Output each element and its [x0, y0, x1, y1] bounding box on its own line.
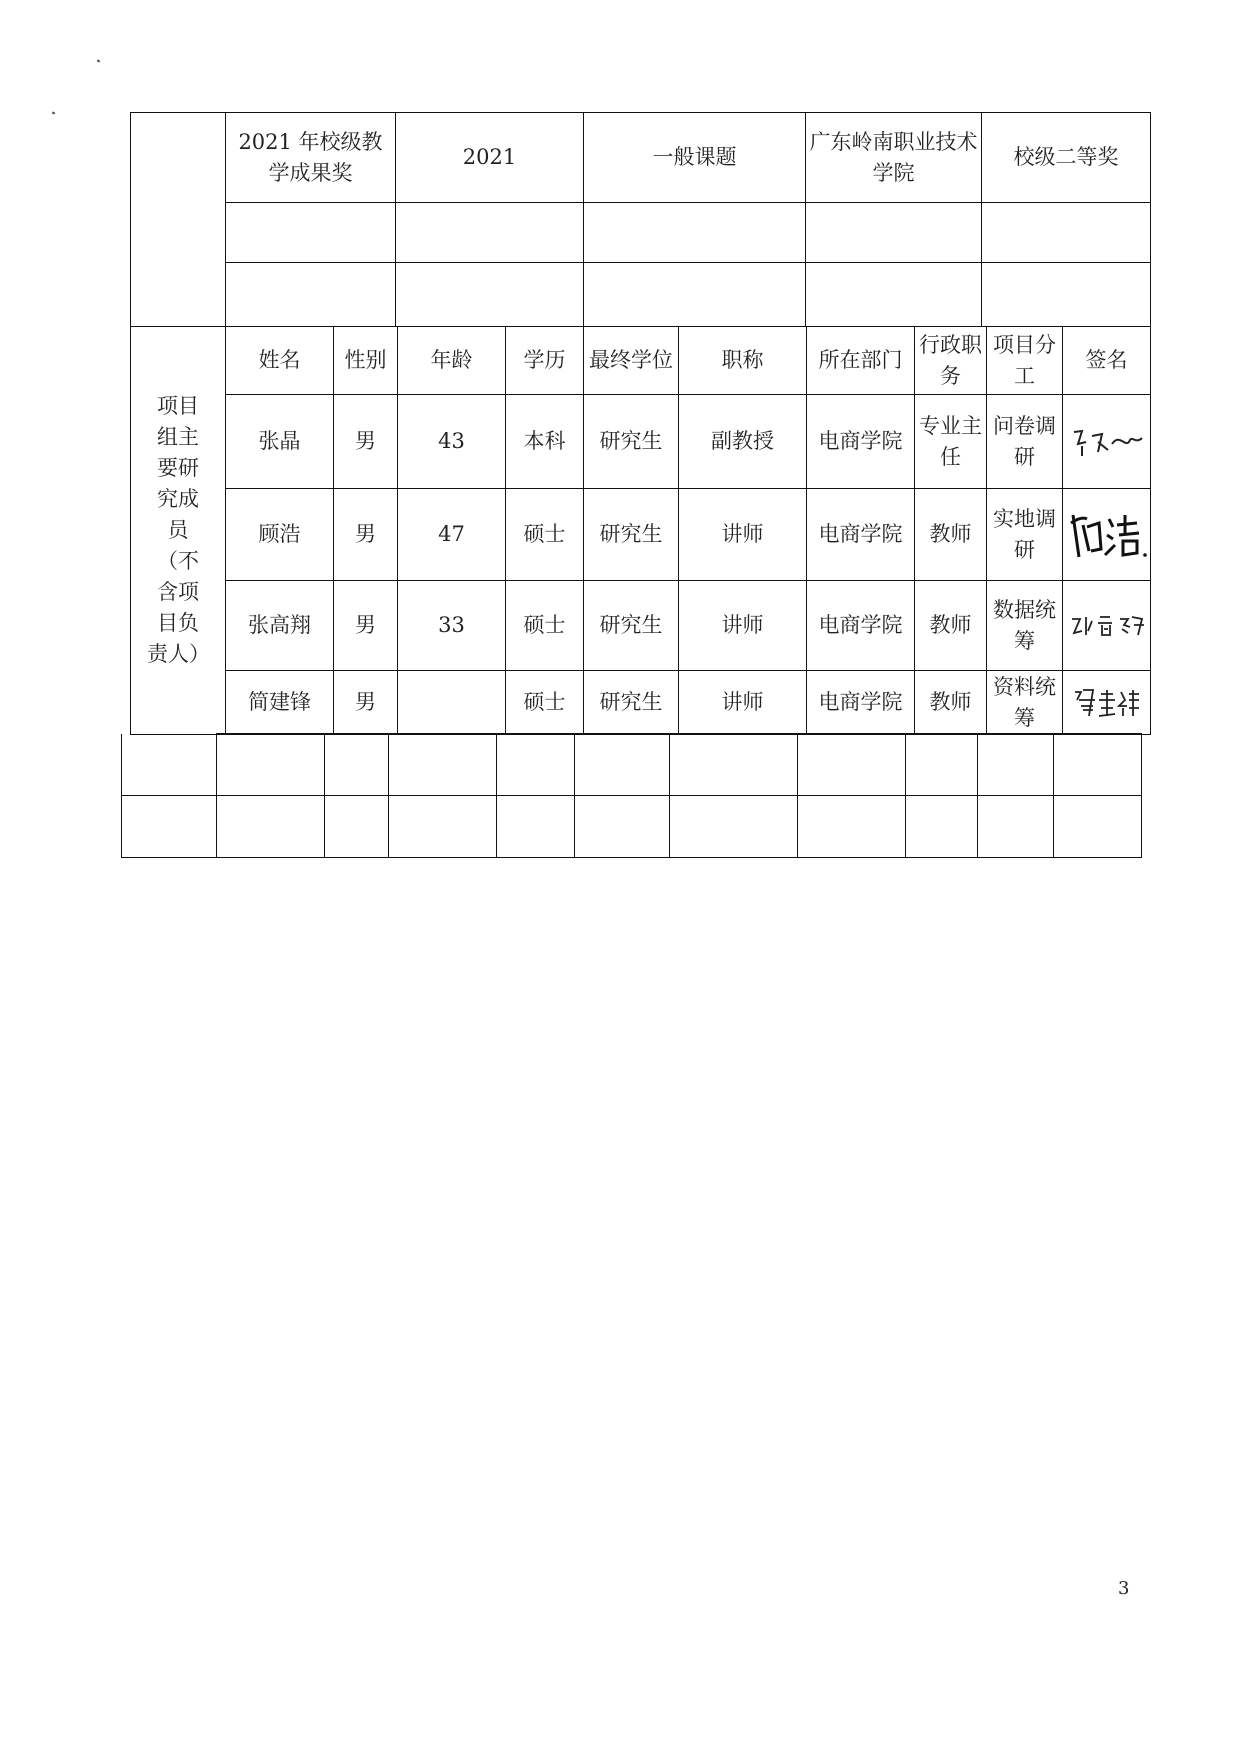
empty-cell: [982, 263, 1151, 327]
empty-cell: [1054, 796, 1142, 858]
empty-cell: [389, 796, 497, 858]
page-number: 3: [1118, 1578, 1130, 1599]
empty-cell: [226, 203, 396, 263]
member-admin-post: 教师: [915, 671, 987, 735]
empty-cell: [575, 796, 670, 858]
handwritten-signature: [1068, 422, 1146, 462]
empty-cell: [575, 734, 670, 796]
handwritten-signature: [1065, 505, 1151, 565]
member-gender: 男: [334, 489, 398, 581]
header-title: 职称: [679, 327, 807, 395]
signature-cell: [1063, 489, 1151, 581]
empty-cell: [396, 203, 584, 263]
award-grade-cell: 校级二等奖: [982, 113, 1151, 203]
member-gender: 男: [334, 671, 398, 735]
member-gender: 男: [334, 581, 398, 671]
scan-speck: [97, 59, 101, 62]
member-task: 问卷调研: [987, 395, 1063, 489]
member-education: 硕士: [506, 581, 584, 671]
empty-cell: [906, 796, 978, 858]
empty-cell: [978, 796, 1054, 858]
header-education: 学历: [506, 327, 584, 395]
award-institution-cell: 广东岭南职业技术学院: [806, 113, 982, 203]
table-row: [131, 395, 1151, 489]
member-degree: 研究生: [584, 489, 679, 581]
award-section-label-cell: [131, 113, 226, 327]
award-level-cell: 一般课题: [584, 113, 806, 203]
handwritten-signature: [1066, 611, 1148, 641]
table-row: [131, 489, 1151, 581]
empty-cell: [798, 796, 906, 858]
empty-cell: [497, 734, 575, 796]
member-task: 数据统筹: [987, 581, 1063, 671]
member-task: 实地调研: [987, 489, 1063, 581]
member-education: 硕士: [506, 489, 584, 581]
awards-table: [130, 112, 1151, 327]
empty-cell: [325, 796, 389, 858]
handwritten-signature: [1071, 686, 1143, 720]
member-degree: 研究生: [584, 671, 679, 735]
member-title: 讲师: [679, 489, 807, 581]
members-section-label-text: 项目组主要研究成员（不含项目负责人）: [147, 394, 210, 666]
empty-cell: [226, 263, 396, 327]
members-section-label-continued: [122, 734, 217, 796]
members-table-bottom: [121, 733, 1142, 858]
empty-cell: [906, 734, 978, 796]
signature-cell: [1063, 395, 1151, 489]
member-task: 资料统筹: [987, 671, 1063, 735]
member-admin-post: 教师: [915, 581, 987, 671]
member-department: 电商学院: [807, 489, 915, 581]
empty-cell: [982, 203, 1151, 263]
empty-cell: [670, 796, 798, 858]
empty-cell: [497, 796, 575, 858]
header-name: 姓名: [226, 327, 334, 395]
header-signature: 签名: [1063, 327, 1151, 395]
member-name: 张晶: [226, 395, 334, 489]
empty-cell: [217, 796, 325, 858]
table-row: [131, 671, 1151, 735]
header-task: 项目分工: [987, 327, 1063, 395]
member-education: 硕士: [506, 671, 584, 735]
member-title: 讲师: [679, 581, 807, 671]
member-gender: 男: [334, 395, 398, 489]
empty-cell: [806, 203, 982, 263]
members-table-top: [130, 326, 1151, 735]
empty-cell: [806, 263, 982, 327]
member-degree: 研究生: [584, 581, 679, 671]
empty-cell: [217, 734, 325, 796]
member-age: [398, 671, 506, 735]
header-gender: 性别: [334, 327, 398, 395]
member-degree: 研究生: [584, 395, 679, 489]
member-age: 47: [398, 489, 506, 581]
empty-cell: [1054, 734, 1142, 796]
member-department: 电商学院: [807, 395, 915, 489]
member-department: 电商学院: [807, 671, 915, 735]
member-name: 简建锋: [226, 671, 334, 735]
member-admin-post: 专业主任: [915, 395, 987, 489]
signature-cell: [1063, 671, 1151, 735]
empty-cell: [978, 734, 1054, 796]
award-year-cell: 2021: [396, 113, 584, 203]
member-name: 张高翔: [226, 581, 334, 671]
header-admin-post: 行政职务: [915, 327, 987, 395]
header-degree: 最终学位: [584, 327, 679, 395]
empty-cell: [670, 734, 798, 796]
members-section-label-continued: [122, 796, 217, 858]
member-admin-post: 教师: [915, 489, 987, 581]
member-age: 33: [398, 581, 506, 671]
table-row: [131, 581, 1151, 671]
member-education: 本科: [506, 395, 584, 489]
member-title: 讲师: [679, 671, 807, 735]
header-department: 所在部门: [807, 327, 915, 395]
empty-cell: [584, 263, 806, 327]
empty-cell: [798, 734, 906, 796]
member-department: 电商学院: [807, 581, 915, 671]
scan-speck: [52, 111, 56, 114]
members-section-label: [131, 327, 226, 735]
empty-cell: [396, 263, 584, 327]
empty-cell: [584, 203, 806, 263]
empty-cell: [325, 734, 389, 796]
member-name: 顾浩: [226, 489, 334, 581]
member-title: 副教授: [679, 395, 807, 489]
award-name-cell: 2021 年校级教学成果奖: [226, 113, 396, 203]
empty-cell: [389, 734, 497, 796]
header-age: 年龄: [398, 327, 506, 395]
member-age: 43: [398, 395, 506, 489]
signature-cell: [1063, 581, 1151, 671]
